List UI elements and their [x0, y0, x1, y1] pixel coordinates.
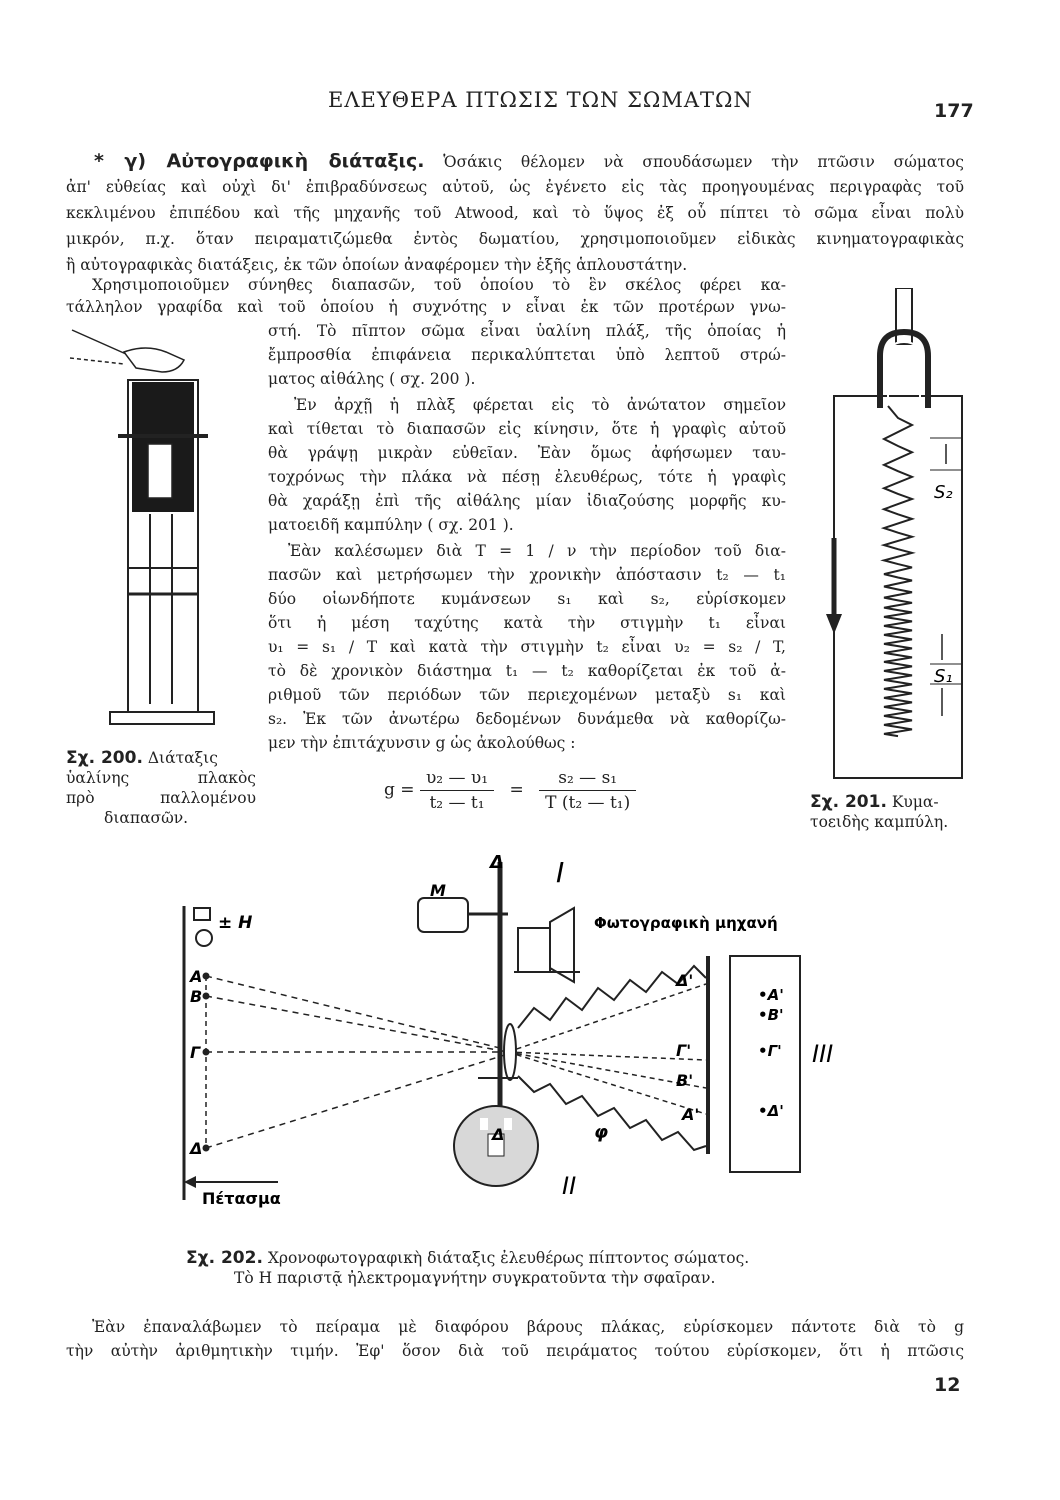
figure-200-label: Σχ. 200.	[66, 748, 143, 768]
caption-line: τοειδὴς καμπύλη.	[810, 813, 949, 831]
label-s2: S₂	[934, 482, 953, 503]
section-line: Ὁσάκις θέλομεν νὰ σπουδάσωμεν τὴν πτῶσιν σώματος	[443, 153, 964, 171]
para2-line: τοχρόνως τὴν πλάκα νὰ πέσῃ ἐλευθέρως, τότε ἡ γραφὶς	[268, 468, 786, 486]
figure-201-illustration	[800, 288, 970, 788]
para1-line: τάλληλον γραφίδα καὶ τοῦ ὁποίου ἡ συχνότης ν εἶναι ἐκ τῶν προτέρων γνω-	[66, 298, 786, 316]
para1-line: Χρησιμοποιοῦμεν σύνηθες διαπασῶν, τοῦ ὁποίου τὸ ἓν σκέλος φέρει κα-	[92, 276, 786, 294]
para3-line: ὅτι ἡ μέση ταχύτης κατὰ τὴν στιγμὴν t₁ εἶναι	[268, 614, 786, 632]
para2-line: θὰ χαράξῃ ἐπὶ τῆς αἰθάλης μίαν ἰδιαζούσης μορφῆς κυ-	[268, 492, 786, 510]
label-roman-1: I	[556, 856, 565, 889]
label-roman-2: II	[562, 1172, 577, 1200]
plate-point-b: •B'	[758, 1006, 784, 1024]
label-point-b: B	[190, 987, 203, 1006]
plate-point-d: •Δ'	[758, 1102, 784, 1120]
para1-line: ἔμπροσθία ἐπιφάνεια περικαλύπτεται ὑπὸ λεπτοῦ στρώ-	[268, 346, 786, 364]
label-phi: φ	[594, 1122, 609, 1143]
para1-line: στή. Τὸ πῖπτον σῶμα εἶναι ὑαλίνη πλάξ, τῆς ὁποίας ἡ	[268, 322, 786, 340]
plate-point-g: •Γ'	[758, 1042, 782, 1060]
para3-line: δύο οἱωνδήποτε κυμάνσεων s₁ καὶ s₂, εὑρίσκομεν	[268, 590, 786, 608]
running-header: ΕΛΕΥΘΕΡΑ ΠΤΩΣΙΣ ΤΩΝ ΣΩΜΑΤΩΝ	[328, 88, 753, 112]
section-first-line	[94, 152, 964, 171]
label-a-prime: A'	[682, 1105, 700, 1124]
figure-201-caption	[810, 792, 970, 832]
para3-line: υ₁ = s₁ / T καὶ κατὰ τὴν στιγμὴν t₂ εἶναι υ₂ = s₂ / T,	[268, 638, 786, 656]
caption-line: Χρονοφωτογραφικὴ διάταξις ἐλευθέρως πίπτοντος σώματος.	[267, 1249, 750, 1267]
section-line: μικρόν, π.χ. ὅταν πειραματιζώμεθα ἐντὸς δωματίου, χρησιμοποιοῦμεν εἰδικὰς κινηματογραφικὰς	[66, 230, 964, 248]
section-heading: * γ) Αὐτογραφικὴ διάταξις.	[94, 150, 425, 172]
label-b-prime: B'	[676, 1071, 694, 1090]
label-point-d: Δ	[190, 1139, 203, 1158]
para3-line: ριθμοῦ τῶν περιόδων τῶν περιεχομένων μεταξὺ s₁ καὶ	[268, 686, 786, 704]
figure-201-label: Σχ. 201.	[810, 792, 887, 812]
para3-line: s₂. Ἐκ τῶν ἀνωτέρω δεδομένων δυνάμεθα νὰ καθορίζω-	[268, 710, 786, 728]
closing-line: τὴν αὐτὴν ἀριθμητικὴν τιμήν. Ἐφ' ὅσον διὰ τοῦ πειράματος τούτου εὑρίσκομεν, ὅτι ἡ πτῶσις	[66, 1342, 964, 1360]
wave-curve	[884, 406, 912, 736]
label-screen: Πέτασμα	[202, 1189, 281, 1208]
plate-point-a: •A'	[758, 986, 784, 1004]
page-number: 177	[934, 100, 974, 122]
fraction-numerator: υ₂ — υ₁	[420, 768, 494, 791]
para3-line: Ἐὰν καλέσωμεν διὰ Τ = 1 / ν τὴν περίοδον τοῦ δια-	[288, 542, 786, 560]
caption-line: Τὸ H παριστᾷ ἠλεκτρομαγνήτην συγκρατοῦντα τὴν σφαῖραν.	[234, 1269, 716, 1287]
para2-line: ματοειδῆ καμπύλην ( σχ. 201 ).	[268, 516, 514, 534]
figure-202-caption	[186, 1248, 886, 1288]
label-point-g: Γ	[190, 1043, 201, 1062]
section-line: κεκλιμένου ἐπιπέδου καὶ τῆς μηχανῆς τοῦ Atwood, καὶ τὸ ὕψος ἐξ οὗ πίπτει τὸ σῶμα εἶναι πολὺ	[66, 204, 964, 222]
label-motor: M	[430, 881, 446, 900]
label-delta-bottom: Δ	[492, 1125, 505, 1144]
caption-line: πρὸ παλλομένου	[66, 789, 256, 807]
para2-line: θὰ γράψῃ μικρὰν εὐθεῖαν. Ἐὰν ὅμως ἀφήσωμεν ταυ-	[268, 444, 786, 462]
label-g-prime: Γ'	[676, 1041, 692, 1060]
para2-line: Ἐν ἀρχῇ ἡ πλὰξ φέρεται εἰς τὸ ἀνώτατον σημεῖον	[294, 396, 786, 414]
label-s1: S₁	[934, 666, 953, 687]
closing-line: Ἐὰν ἐπαναλάβωμεν τὸ πείραμα μὲ διαφόρου βάρους πλάκας, εὑρίσκομεν πάντοτε διὰ τὸ g	[92, 1318, 964, 1336]
caption-line: Κυμα-	[891, 793, 939, 811]
figure-200-illustration	[66, 324, 256, 734]
figure-202-label: Σχ. 202.	[186, 1248, 263, 1268]
fraction-distance	[539, 768, 636, 813]
formula-equals: =	[509, 780, 524, 800]
para3-line: πασῶν καὶ μετρήσωμεν τὴν χρονικὴν ἀπόστασιν t₂ — t₁	[268, 566, 786, 584]
formula-lhs: g =	[384, 780, 415, 800]
label-camera: Φωτογραφικὴ μηχανή	[594, 914, 778, 932]
figure-200-caption	[66, 748, 256, 828]
acceleration-formula	[384, 768, 636, 813]
label-point-a: A	[190, 967, 203, 986]
caption-line: Διάταξις	[147, 749, 218, 767]
section-line: ἀπ' εὐθείας καὶ οὐχὶ δι' ἐπιβραδύνσεως αὐτοῦ, ὡς ἐγένετο εἰς τὰς προηγουμένας περιγραφὰς τοῦ	[66, 178, 964, 196]
para3-line: τὸ δὲ χρονικὸν διάστημα t₁ — t₂ καθορίζεται ἐκ τοῦ ἀ-	[268, 662, 786, 680]
fraction-numerator: s₂ — s₁	[539, 768, 636, 791]
label-electromagnet: ± H	[218, 913, 253, 933]
para3-line: μεν τὴν ἐπιτάχυνσιν g ὡς ἀκολούθως :	[268, 734, 576, 752]
para2-line: καὶ τίθεται τὸ διαπασῶν εἰς κίνησιν, ὅτε ἡ γραφὶς αὐτοῦ	[268, 420, 786, 438]
fraction-denominator: T (t₂ — t₁)	[545, 793, 631, 813]
fraction-denominator: t₂ — t₁	[429, 793, 485, 813]
label-delta-top: Δ	[490, 852, 504, 873]
caption-line: ὑαλίνης πλακὸς	[66, 769, 256, 787]
label-d-prime: Δ'	[676, 971, 694, 990]
signature-mark: 12	[934, 1374, 961, 1396]
para1-line: ματος αἰθάλης ( σχ. 200 ).	[268, 370, 476, 388]
caption-line: διαπασῶν.	[104, 809, 189, 827]
fraction-velocity	[420, 768, 494, 813]
figure-202-illustration	[178, 848, 858, 1218]
section-line: ἢ αὐτογραφικὰς διατάξεις, ἐκ τῶν ὁποίων ἀναφέρομεν τὴν ἑξῆς ἁπλουστάτην.	[66, 256, 688, 274]
label-roman-3: III	[812, 1040, 834, 1068]
